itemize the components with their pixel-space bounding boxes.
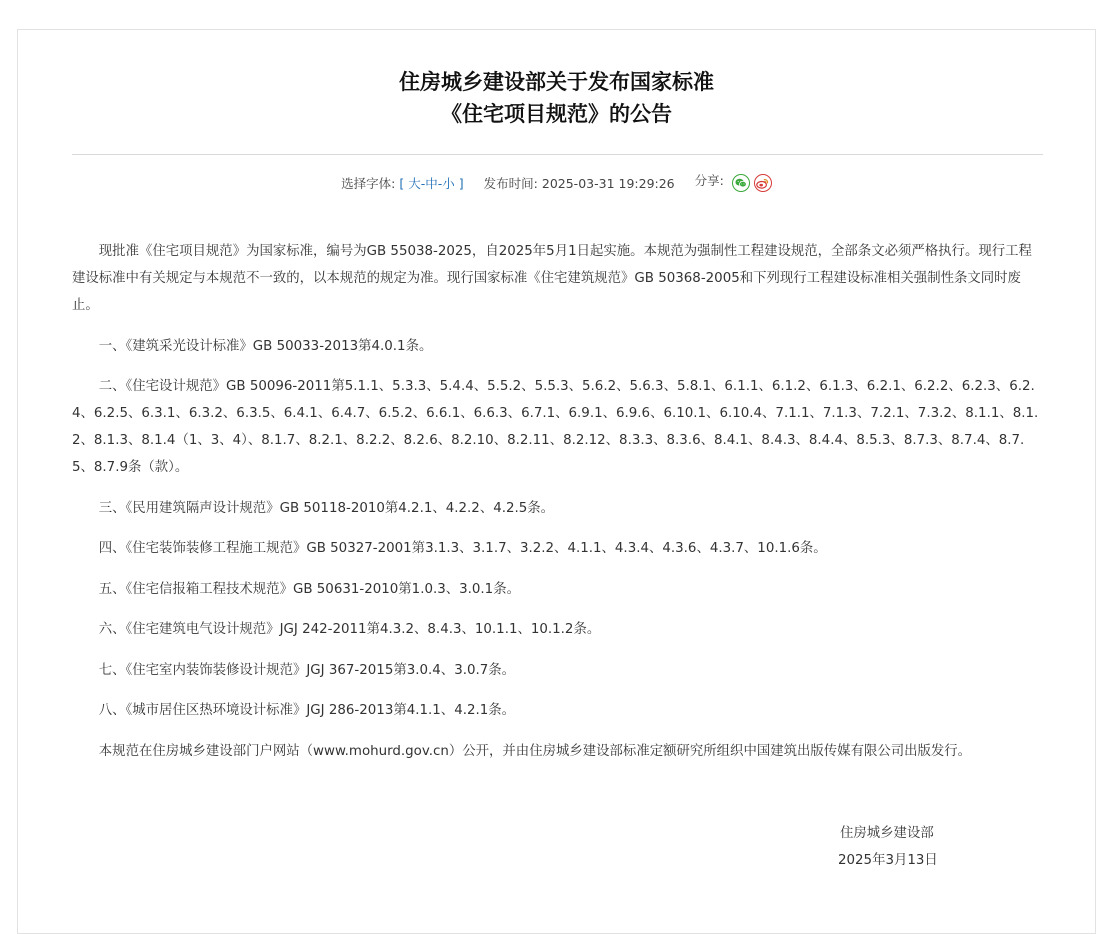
abolished-item-6: 六、《住宅建筑电气设计规范》JGJ 242-2011第4.3.2、8.4.3、10.1.1、10.1.2条。 — [98, 622, 601, 637]
intro-paragraph: 现批准《住宅项目规范》为国家标准，编号为GB 55038-2025，自2025年5月1日起实施。本规范为强制性工程建设规范，全部条文必须严格执行。现行工程建设标准中有关规定与本规范不一致的，以本规范的规定为准。现行国家标准《住宅建筑规范》GB 50368-2005和下列现行工程建设标准相关强制性条文同时废止。 — [72, 244, 1032, 313]
signature-block — [840, 820, 938, 874]
abolished-item-1: 一、《建筑采光设计标准》GB 50033-2013第4.0.1条。 — [98, 338, 433, 354]
abolished-item-5: 五、《住宅信报箱工程技术规范》GB 50631-2010第1.0.3、3.0.1条。 — [98, 581, 520, 597]
font-size-small-link[interactable]: 小 — [442, 176, 455, 191]
abolished-item-7: 七、《住宅室内装饰装修设计规范》JGJ 367-2015第3.0.4、3.0.7条。 — [98, 662, 516, 678]
publication-note: 本规范在住房城乡建设部门户网站（www.mohurd.gov.cn）公开，并由住房城乡建设部标准定额研究所组织中国建筑出版传媒有限公司出版发行。 — [98, 743, 972, 759]
abolished-item-8: 八、《城市居住区热环境设计标准》JGJ 286-2013第4.1.1、4.2.1条。 — [98, 703, 516, 718]
issue-date: 2025年3月13日 — [838, 853, 938, 868]
page-title — [18, 66, 1095, 130]
wechat-icon[interactable] — [732, 174, 750, 192]
font-size-large-link[interactable]: 大 — [408, 176, 421, 191]
weibo-icon[interactable] — [754, 174, 772, 192]
font-size-medium-link[interactable]: 中 — [425, 176, 438, 191]
article-container — [17, 29, 1096, 934]
abolished-item-3: 三、《民用建筑隔声设计规范》GB 50118-2010第4.2.1、4.2.2、4.2.5条。 — [98, 500, 555, 516]
font-size-separator: - — [437, 175, 443, 191]
publish-time-value: 2025-03-31 19:29:26 — [541, 175, 675, 191]
article-body — [72, 238, 1044, 778]
title-divider — [72, 154, 1043, 155]
title-line-2: 《住宅项目规范》的公告 — [441, 102, 672, 126]
font-size-label: 选择字体: — [341, 176, 396, 191]
publish-time-label: 发布时间: — [483, 176, 538, 191]
title-line-1: 住房城乡建设部关于发布国家标准 — [399, 70, 714, 94]
article-meta-bar — [18, 170, 1095, 196]
abolished-item-4: 四、《住宅装饰装修工程施工规范》GB 50327-2001第3.1.3、3.1.7、3.2.2、4.1.1、4.3.4、4.3.6、4.3.7、10.1.6条。 — [98, 541, 827, 556]
font-bracket-open: [ — [399, 175, 405, 191]
issuer-name: 住房城乡建设部 — [840, 826, 934, 841]
share-label: 分享: — [694, 173, 724, 188]
abolished-item-2: 二、《住宅设计规范》GB 50096-2011第5.1.1、5.3.3、5.4.4、5.5.2、5.5.3、5.6.2、5.6.3、5.8.1、6.1.1、6.1.2、6.1.3、6.2.1、6.2.2、6.2.3、6.2.4、6.2.5、6.3.1、6.3.2、6.3.5、6.4.1、6.4.7、6.5.2、6.6.1、6.6.3、6.7.1、6.9.1、6.9.6、6.10.1、6.10.4、7.1.1、7.1.3、7.2.1、7.3.2、8.1.1、8.1.2、8.1.3、8.1.4（1、3、4）、8.1.7、8.2.1、8.2.2、8.2.6、8.2.10、8.2.11、8.2.12、8.3.3、8.3.6、8.4.1、8.4.3、8.4.4、8.5.3、8.7.3、8.7.4、8.7.5、8.7.9条（款）。 — [72, 379, 1039, 475]
font-size-separator: - — [420, 175, 426, 191]
font-bracket-close: ] — [458, 175, 464, 191]
